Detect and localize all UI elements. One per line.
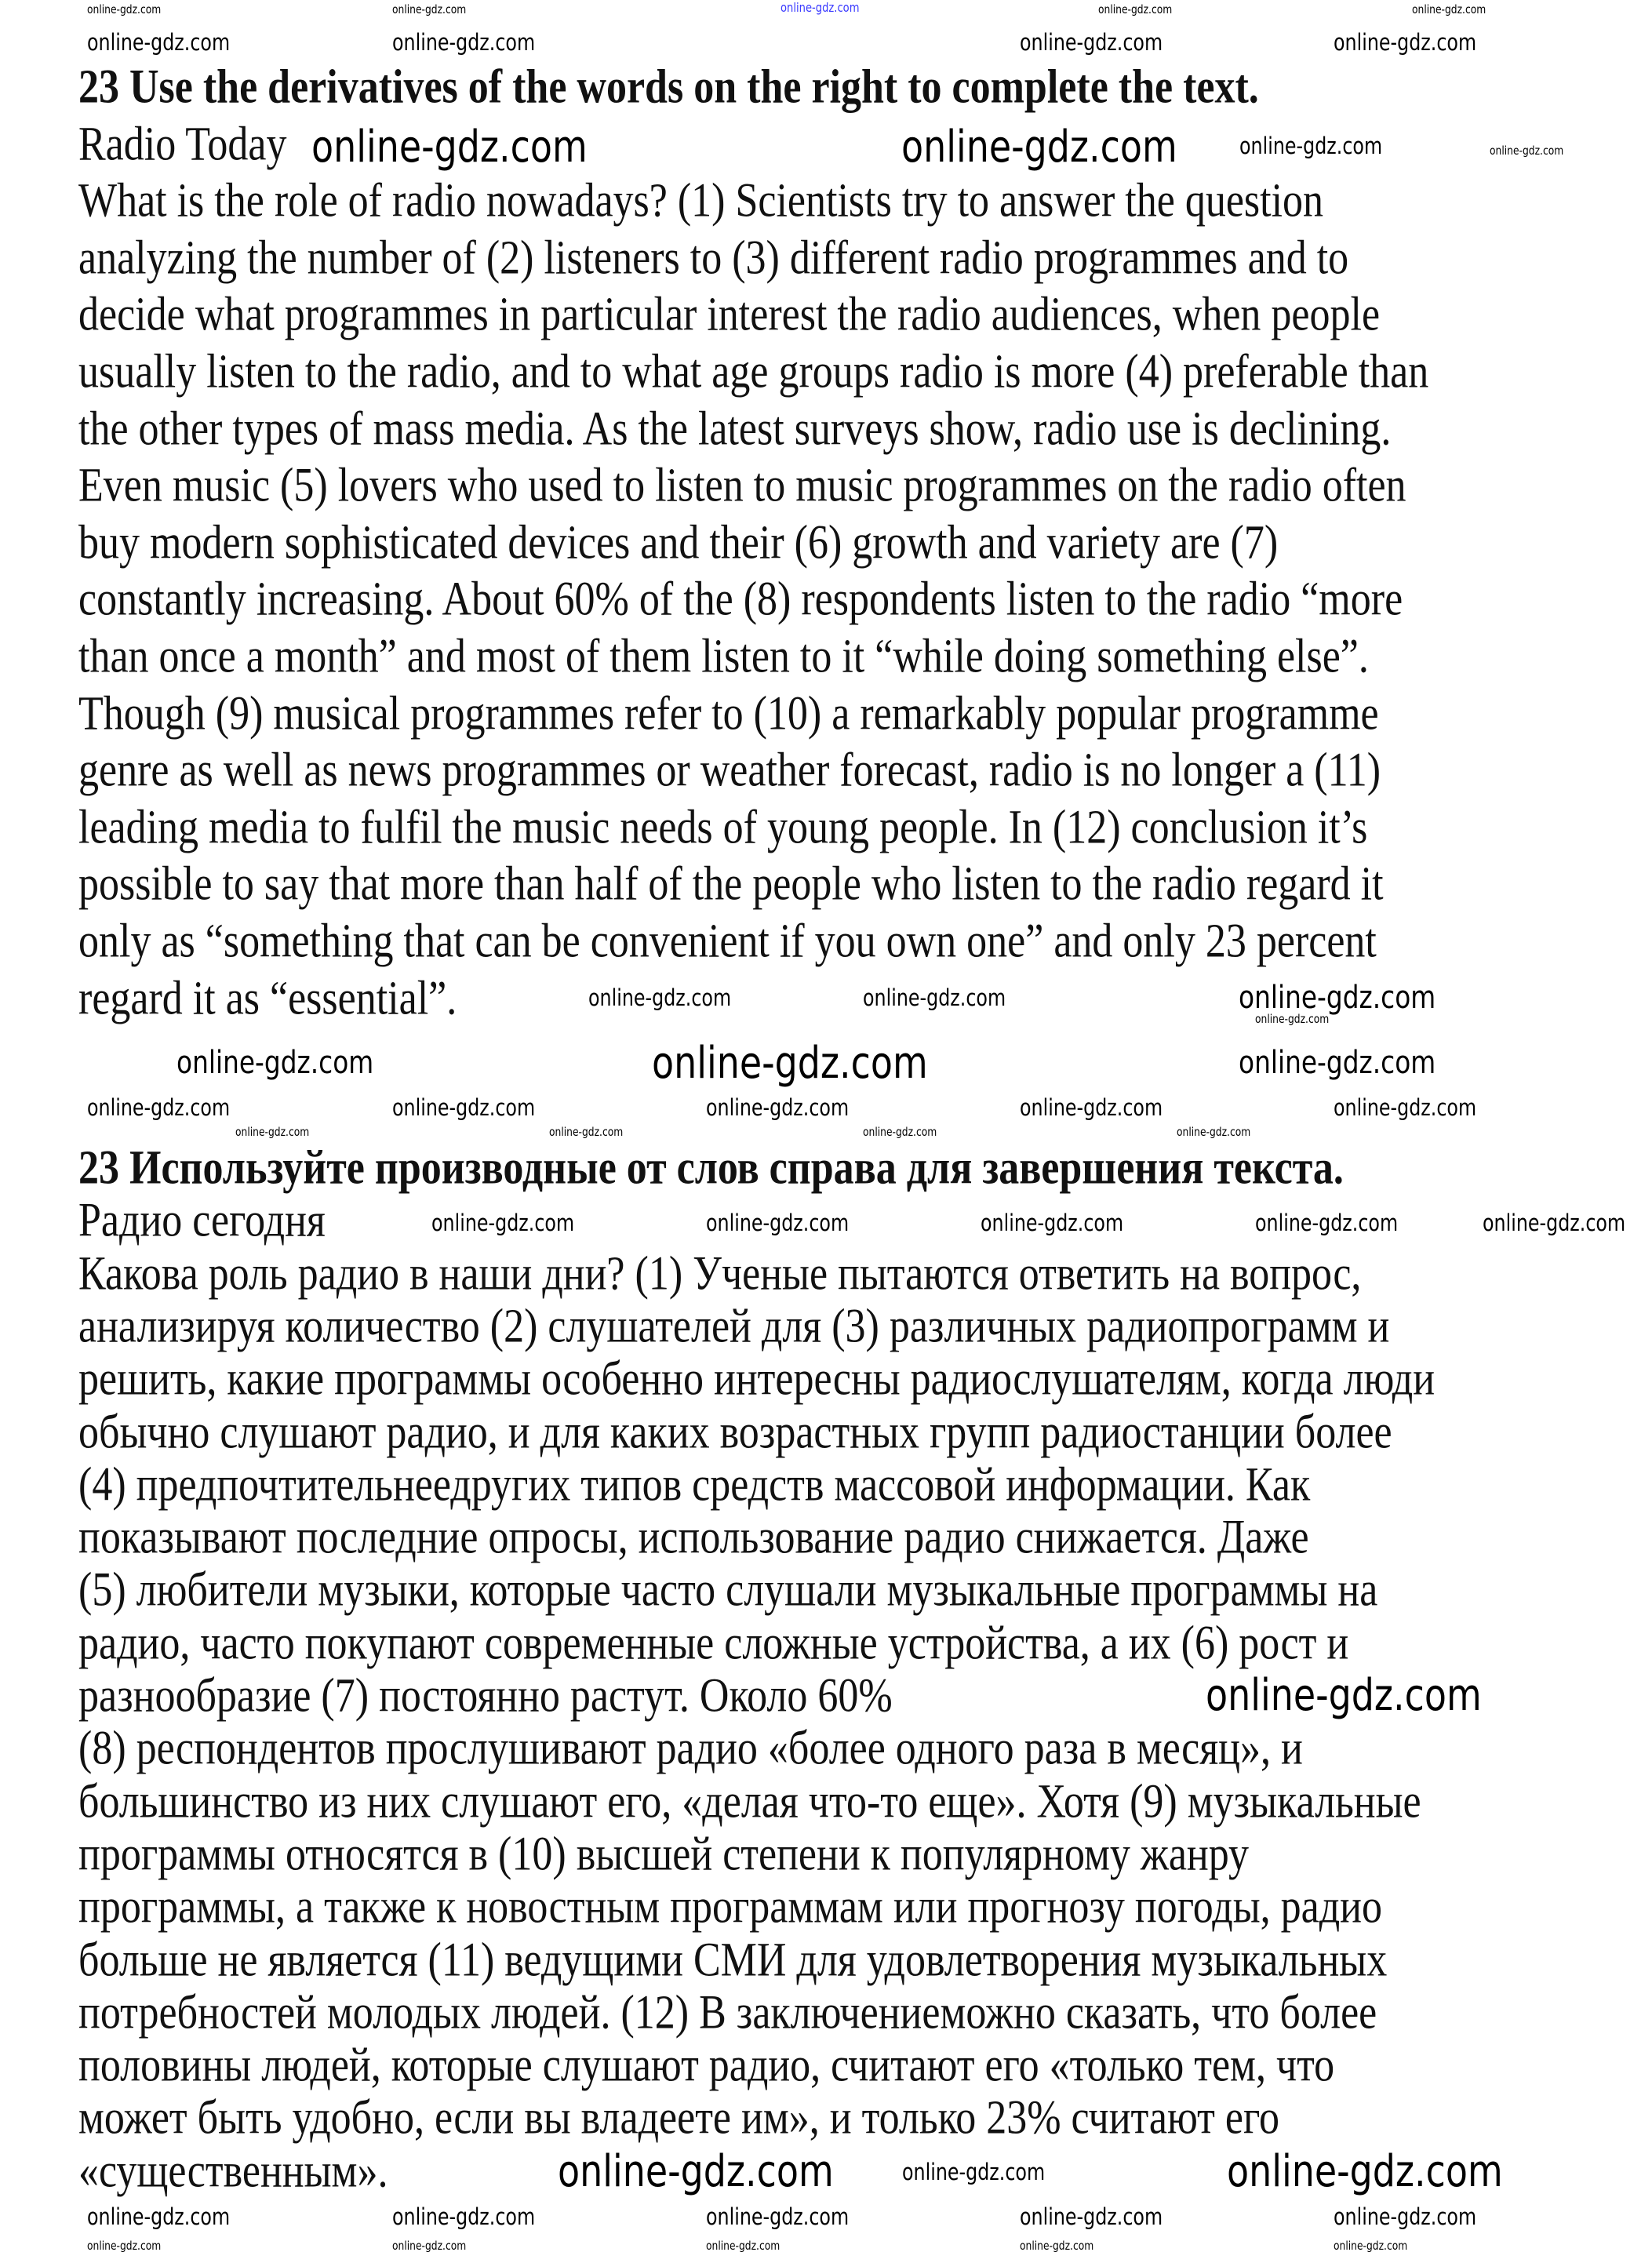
watermark-text: online-gdz.com	[1334, 2239, 1408, 2253]
watermark-text: online-gdz.com	[981, 1210, 1124, 1236]
text-line-russian: (4) предпочтительнеедругих типов средств массовой информации. Как	[78, 1458, 1311, 1512]
text-line-english: possible to say that more than half of the people who listen to the radio regard it	[78, 857, 1384, 911]
watermark-text: online-gdz.com	[1334, 1094, 1477, 1121]
watermark-text: online-gdz.com	[863, 984, 1006, 1011]
text-line-russian: (5) любители музыки, которые часто слушали музыкальные программы на	[78, 1563, 1378, 1617]
text-line-english: the other types of mass media. As the latest surveys show, radio use is declining.	[78, 402, 1392, 456]
watermark-text: online-gdz.com	[87, 29, 231, 56]
watermark-text: online-gdz.com	[1020, 1094, 1163, 1121]
text-line-russian: разнообразие (7) постоянно растут. Около 60%	[78, 1669, 893, 1723]
watermark-text: online-gdz.com	[1020, 2203, 1163, 2230]
text-line-russian: показывают последние опросы, использование радио снижается. Даже	[78, 1511, 1309, 1564]
watermark-text: online-gdz.com	[176, 1045, 374, 1081]
text-line-english: genre as well as news programmes or weather forecast, radio is no longer a (11)	[78, 744, 1381, 797]
watermark-text: online-gdz.com	[87, 1094, 231, 1121]
text-line-english: Even music (5) lovers who used to listen to music programmes on the radio often	[78, 459, 1406, 512]
watermark-text: online-gdz.com	[311, 122, 588, 173]
text-line-russian: потребностей молодых людей. (12) В заключениеможно сказать, что более	[78, 1986, 1377, 2039]
watermark-text: online-gdz.com	[652, 1038, 928, 1089]
watermark-text: online-gdz.com	[235, 1125, 310, 1139]
watermark-text: online-gdz.com	[1483, 1210, 1626, 1236]
text-line-russian: Какова роль радио в наши дни? (1) Ученые пытаются ответить на вопрос,	[78, 1247, 1362, 1301]
exercise-title-english: 23 Use the derivatives of the words on the right to complete the text.	[78, 60, 1259, 114]
watermark-text: online-gdz.com	[558, 2146, 834, 2197]
text-line-russian: анализируя количество (2) слушателей для (3) различных радиопрограмм и	[78, 1300, 1390, 1353]
watermark-text: online-gdz.com	[549, 1125, 624, 1139]
text-line-english: buy modern sophisticated devices and their (6) growth and variety are (7)	[78, 516, 1279, 569]
watermark-text: online-gdz.com	[87, 2, 162, 16]
text-line-english: usually listen to the radio, and to what age groups radio is more (4) preferable than	[78, 345, 1429, 398]
watermark-text: online-gdz.com	[1098, 2, 1173, 16]
watermark-text: online-gdz.com	[1255, 1210, 1399, 1236]
watermark-text: online-gdz.com	[1177, 1125, 1251, 1139]
text-line-russian: решить, какие программы особенно интересны радиослушателям, когда люди	[78, 1352, 1435, 1406]
text-line-russian: большинство из них слушают его, «делая что-то еще». Хотя (9) музыкальные	[78, 1775, 1421, 1828]
watermark-text: online-gdz.com	[863, 1125, 937, 1139]
watermark-text: online-gdz.com	[392, 1094, 536, 1121]
watermark-text: online-gdz.com	[392, 2239, 467, 2253]
text-line-english: leading media to fulfil the music needs of young people. In (12) conclusion it’s	[78, 801, 1368, 854]
watermark-text: online-gdz.com	[392, 29, 536, 56]
text-line-english: decide what programmes in particular interest the radio audiences, when people	[78, 288, 1381, 342]
text-line-russian: радио, часто покупают современные сложные устройства, а их (6) рост и	[78, 1617, 1349, 1670]
watermark-text: online-gdz.com	[706, 1210, 850, 1236]
text-line-russian: больше не является (11) ведущими СМИ для удовлетворения музыкальных	[78, 1933, 1388, 1987]
watermark-text: online-gdz.com	[1239, 133, 1383, 159]
text-line-english: than once a month” and most of them listen to it “while doing something else”.	[78, 630, 1369, 683]
text-line-english: only as “something that can be convenient if you own one” and only 23 percent	[78, 915, 1377, 968]
watermark-text: online-gdz.com	[1412, 2, 1486, 16]
watermark-text: online-gdz.com	[1490, 144, 1564, 158]
watermark-text: online-gdz.com	[392, 2, 467, 16]
watermark-text: online-gdz.com	[1239, 980, 1436, 1016]
text-line-russian: половины людей, которые слушают радио, считают его «только тем, что	[78, 2039, 1335, 2092]
text-line-english: regard it as “essential”.	[78, 972, 457, 1025]
text-line-russian: «существенным».	[78, 2145, 388, 2198]
watermark-text: online-gdz.com	[87, 2203, 231, 2230]
watermark-text: online-gdz.com	[431, 1210, 575, 1236]
text-line-english: constantly increasing. About 60% of the (8) respondents listen to the radio “more	[78, 573, 1403, 627]
text-heading-english: Radio Today	[78, 118, 287, 171]
watermark-text: online-gdz.com	[87, 2239, 162, 2253]
watermark-text: online-gdz.com	[901, 122, 1177, 173]
watermark-text: online-gdz.com	[1227, 2146, 1503, 2197]
watermark-text: online-gdz.com	[1255, 1012, 1330, 1026]
text-line-russian: программы, а также к новостным программам или прогнозу погоды, радио	[78, 1880, 1382, 1934]
exercise-title-russian: 23 Используйте производные от слов справа для завершения текста.	[78, 1141, 1344, 1195]
text-line-russian: (8) респондентов прослушивают радио «более одного раза в месяц», и	[78, 1722, 1303, 1776]
text-line-russian: программы относятся в (10) высшей степени к популярному жанру	[78, 1828, 1250, 1881]
text-line-english: analyzing the number of (2) listeners to (3) different radio programmes and to	[78, 231, 1349, 285]
watermark-text: online-gdz.com	[392, 2203, 536, 2230]
watermark-text: online-gdz.com	[706, 2203, 850, 2230]
watermark-text: online-gdz.com	[706, 1094, 850, 1121]
watermark-text: online-gdz.com	[1334, 2203, 1477, 2230]
watermark-text: online-gdz.com	[902, 2159, 1046, 2185]
watermark-text: online-gdz.com	[1206, 1670, 1482, 1721]
watermark-text: online-gdz.com	[1334, 29, 1477, 56]
watermark-text: online-gdz.com	[781, 0, 860, 15]
watermark-text: online-gdz.com	[1239, 1045, 1436, 1081]
text-line-english: Though (9) musical programmes refer to (10) a remarkably popular programme	[78, 687, 1379, 740]
text-line-russian: обычно слушают радио, и для каких возрастных групп радиостанции более	[78, 1405, 1392, 1459]
watermark-text: online-gdz.com	[706, 2239, 781, 2253]
watermark-text: online-gdz.com	[1020, 29, 1163, 56]
text-line-russian: может быть удобно, если вы владеете им», и только 23% считают его	[78, 2091, 1279, 2145]
text-heading-russian: Радио сегодня	[78, 1194, 326, 1248]
text-line-english: What is the role of radio nowadays? (1) Scientists try to answer the question	[78, 174, 1324, 227]
watermark-text: online-gdz.com	[1020, 2239, 1094, 2253]
watermark-text: online-gdz.com	[588, 984, 732, 1011]
